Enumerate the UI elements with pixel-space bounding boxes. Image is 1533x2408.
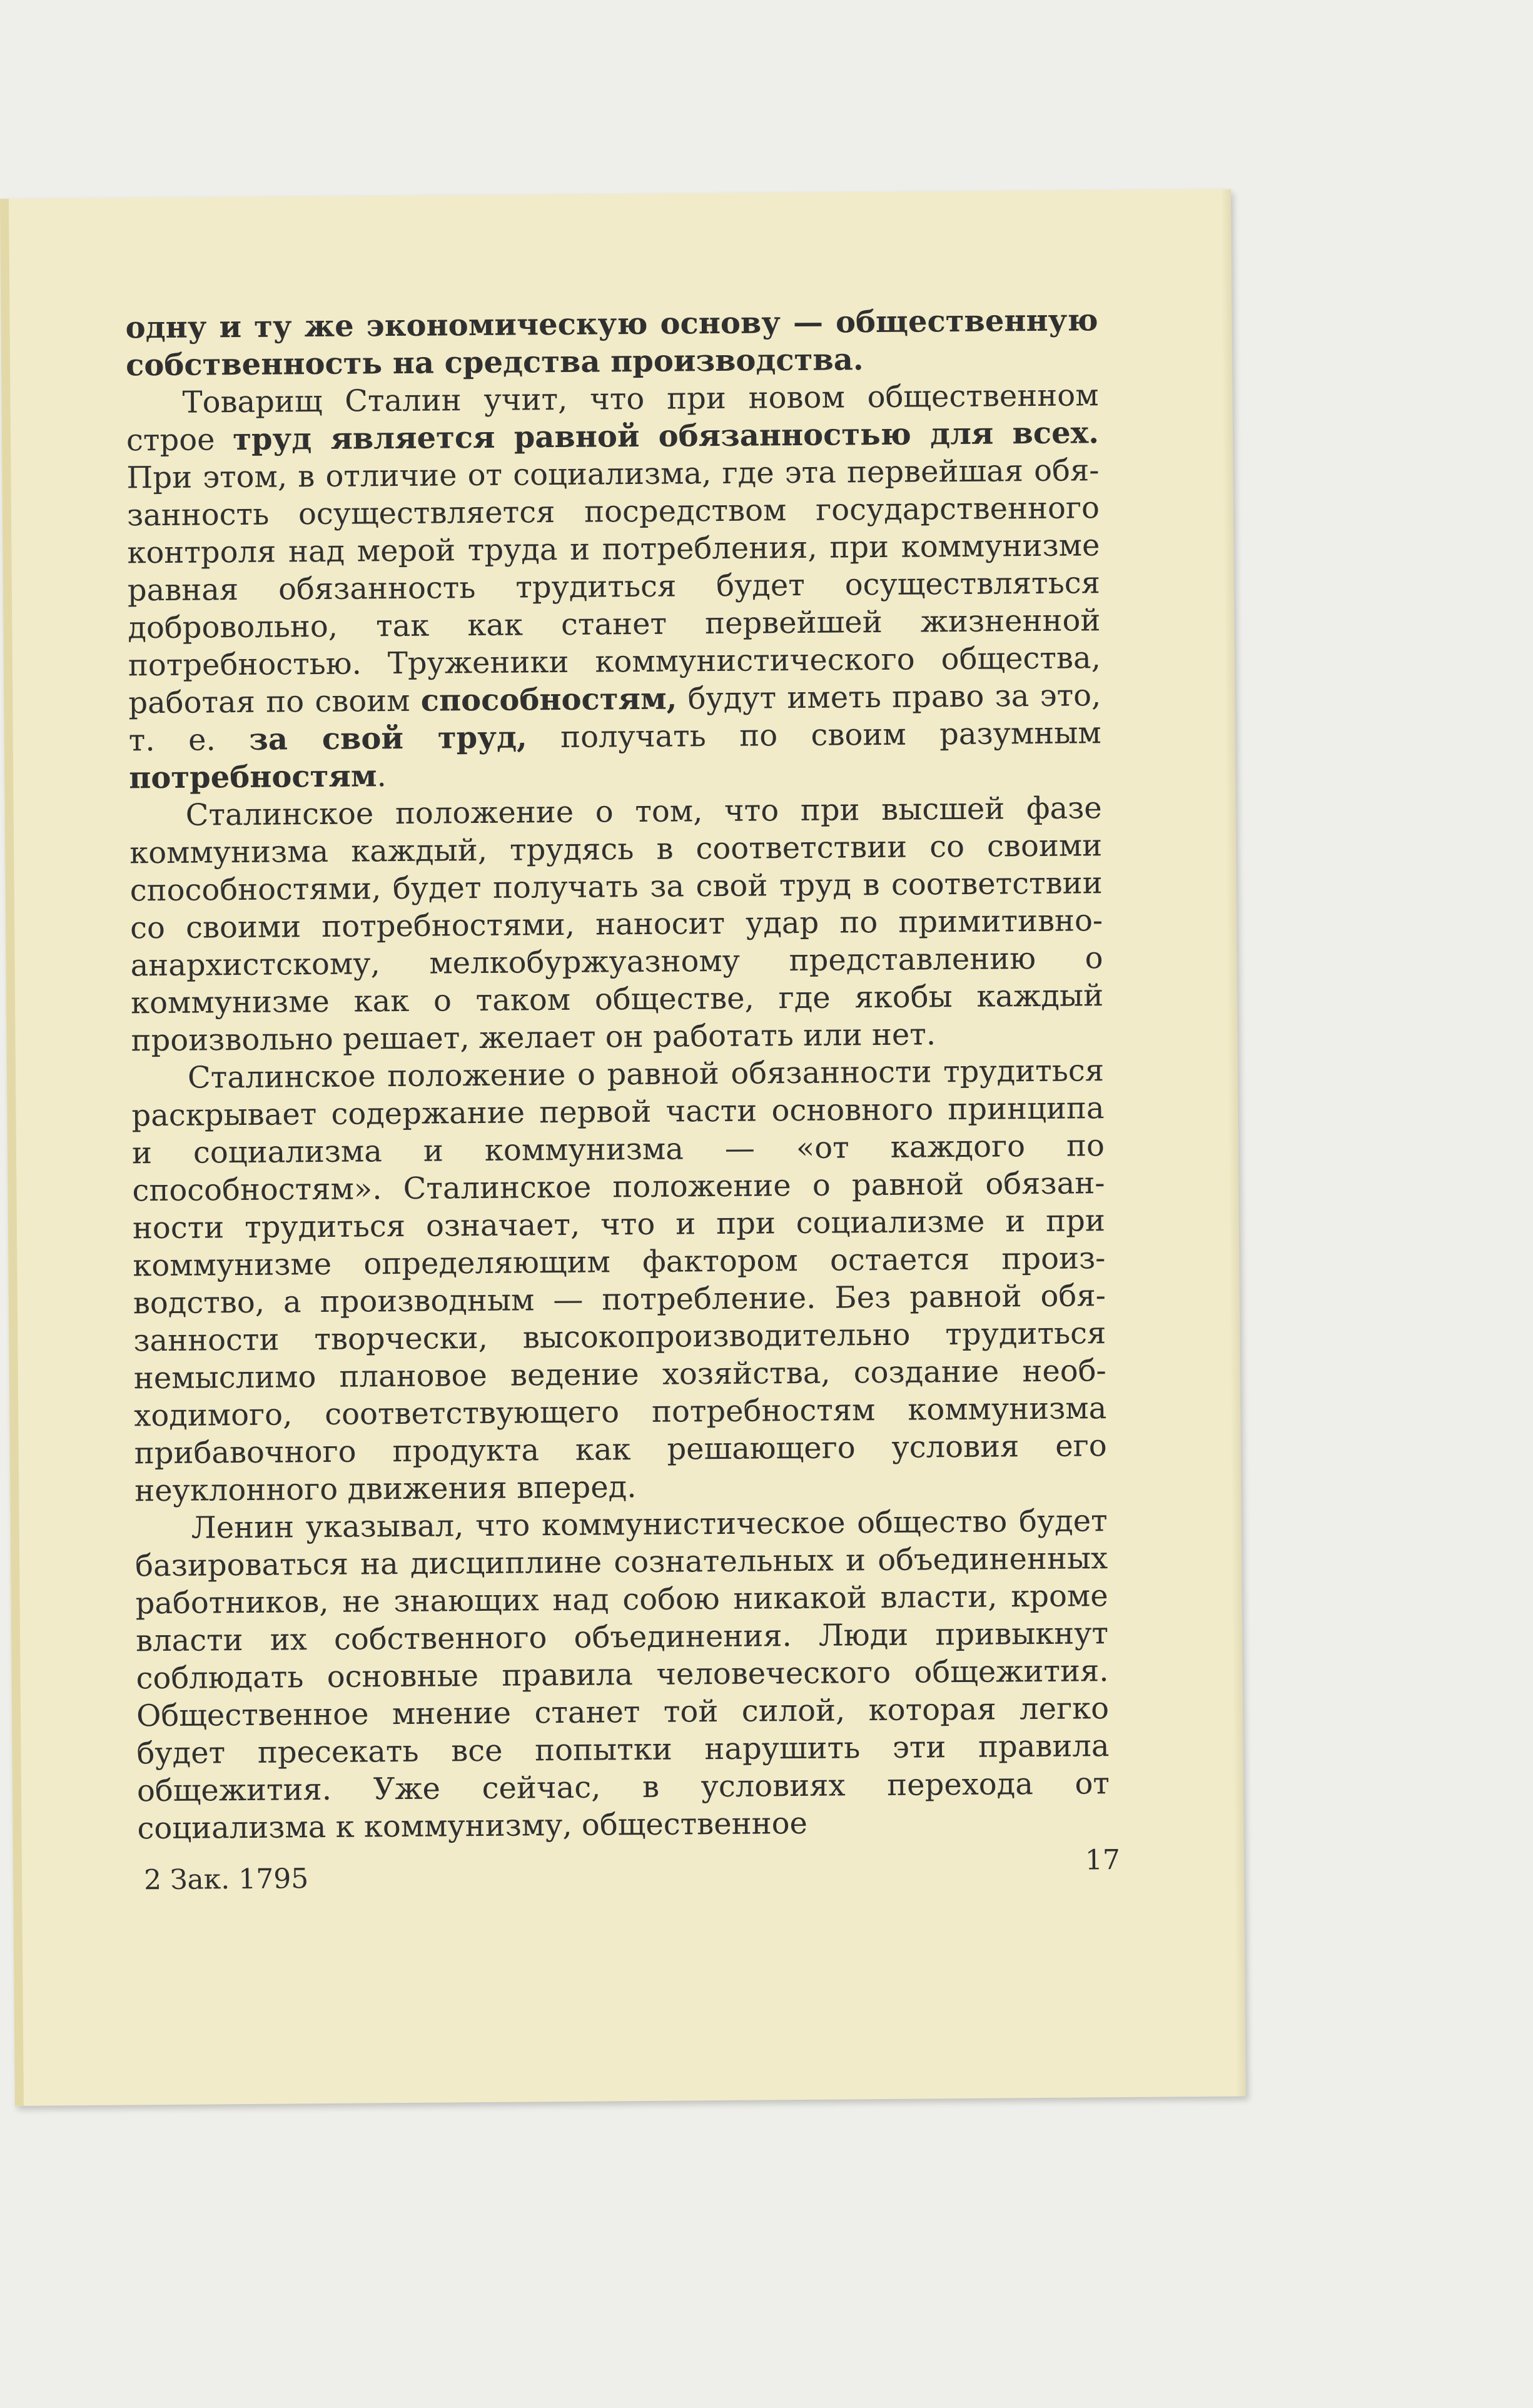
text-run: Товарищ Сталин учит, что при новом общественном строе: [126, 378, 1099, 458]
paragraph: [129, 789, 1104, 1059]
body-text: [125, 301, 1110, 1847]
text-run: Сталинское положение о равной обязанности трудиться раскрывает содержание первой части основного принципа и социализма и коммунизма — «от каждого по способностям». Сталинское положение о равной обязанности трудиться означает, что и при социализме и при коммунизме определяющим фактором остается производство, а производным — потребление. Без равной обязанности творчески, высокопроизводительно трудиться немыслимо плановое ведение хозяйства, создание необходимого, соответствующего потребностям коммунизма прибавочного продукта как решающего условия его неуклонного движения вперед.: [131, 1053, 1107, 1509]
text-run: будут иметь право за это, т. е.: [128, 678, 1101, 758]
text-run: получать по своим разумным: [527, 715, 1101, 755]
paragraph: [134, 1502, 1110, 1847]
printer-signature: 2 Зак. 1795: [143, 1863, 309, 1897]
page-number: 17: [1085, 1844, 1121, 1877]
text-run-bold: труд является равной обязанностью для всех.: [233, 415, 1100, 458]
text-run-bold: способностям,: [420, 681, 677, 718]
text-run: .: [377, 758, 387, 794]
text-run-bold: одну и ту же экономическую основу — общественную собственность на средства производства.: [125, 303, 1098, 383]
paragraph: [126, 376, 1101, 797]
text-run: Ленин указывал, что коммунистическое общество будет базироваться на дисциплине сознательных и объединенных работников, не знающих над собою никакой власти, кроме власти их собственного объединения. Люди привыкнут соблюдать основные правила человеческого общежития. Общественное мнение станет той силой, которая легко будет пресекать все попытки нарушить эти правила общежития. Уже сейчас, в условиях перехода от социализма к коммунизму, общественное: [134, 1503, 1110, 1846]
text-run-bold: за свой труд,: [248, 720, 527, 757]
paragraph-continuation: [125, 301, 1098, 384]
book-page: [0, 189, 1246, 2106]
text-run: Сталинское положение о том, что при высшей фазе коммунизма каждый, трудясь в соответствии со своими способностями, будет получать за свой труд в соответствии со своими потребностями, наносит удар по примитивно-анархистскому, мелкобуржуазному представлению о коммунизме как о таком обществе, где якобы каждый произвольно решает, желает он работать или нет.: [129, 790, 1104, 1059]
text-run: При этом, в отличие от социализма, где эта первейшая обязанность осуществляется посредством государственного контроля над мерой труда и потребления, при коммунизме равная обязанность трудиться будет осуществляться добровольно, так как станет первейшей жизненной потребностью. Труженики коммунистического общества, работая по своим: [126, 453, 1101, 721]
paragraph: [131, 1052, 1108, 1509]
text-run-bold: потребностям: [129, 758, 377, 796]
